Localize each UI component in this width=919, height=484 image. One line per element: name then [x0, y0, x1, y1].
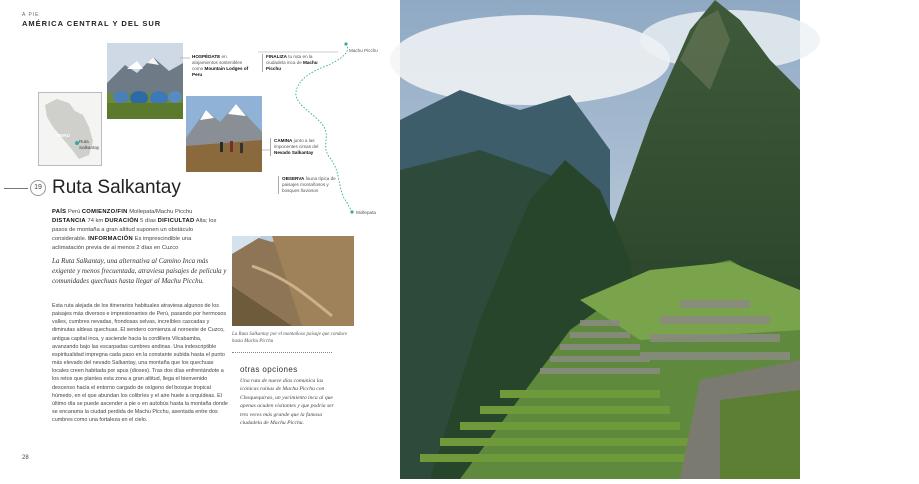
machu-picchu-photo: [400, 0, 800, 479]
callout-camina: CAMINA junto a las imponentes cimas del Nevado Salkantay: [270, 138, 328, 156]
photo-caption: La Ruta Salkantay por el montañoso paisaje que conduce hasta Machu Picchu: [232, 332, 348, 344]
left-page: [0, 0, 400, 479]
body-paragraph: Esta ruta alejada de los itinerarios habituales atraviesa algunos de los paisajes más diversos e impresionantes de Perú, pasando por hermosos valles, cumbres nevadas, frondosas selvas, increíbles cascadas y diminutas aldeas quechuas. El sendero comienza al noroeste de Cuzco, antigua capital inca, y asciende hacia la cordillera Vilcabamba, avanzando bajo las escarpadas cumbres andinas. Una indescriptible espiritualidad impregna cada paso en la constante subida hasta el punto más elevado del nevado Salkantay, una montaña que los quechuas locales creen habitada por apus (dioses). Tras dos días enfrentándote a los retos que plantea esta zona a gran altitud, llega el bienvenido descenso hacia el entorno cargado de oxígeno del bosque tropical húmedo, en el que abundan los colibríes y el aire huele a orquídeas. El último día se puede ascender a pie o en autobús hasta la montaña donde se encarama la ciudad perdida de Machu Picchu, asentada entre dos cumbres como una fortaleza en el cielo.: [52, 303, 228, 424]
otras-text: Una ruta de nueve días comunica las icónicas ruinas de Machu Picchu con Choquequirao, un yacimiento inca al que apenas acuden visitantes y que podría ser tres veces más grande que la famosa ciudadela de Machu Picchu.: [240, 378, 334, 427]
otras-heading: otras opciones: [240, 365, 298, 374]
map-place-label: Ruta Salkantay: [79, 139, 100, 150]
title-rule: [4, 188, 28, 189]
region-heading: AMÉRICA CENTRAL Y DEL SUR: [22, 19, 162, 28]
route-start-label: Mollepata: [356, 210, 376, 215]
section-kicker: A PIE: [22, 12, 40, 18]
entry-number: 19: [30, 180, 46, 196]
route-end-label: Machu Picchu: [349, 48, 378, 53]
trail-facts: PAÍS Perú COMIENZO/FIN Mollepata/Machu Picchu DISTANCIA 74 km DURACIÓN 5 días DIFICULTAD Alta; los pasos de montaña a gran altitud suponen un obstáculo considerable. INFORMACIÓN Es imprescindible una aclimatación previa de al menos 2 días en Cuzco: [52, 209, 217, 251]
callout-observa: OBSERVA fauna típica de paisajes montañosos y bosques lluviosos: [278, 176, 338, 194]
photo-caption-right: Ruinas de Machu Picchu (siglo XV), la ciudadela inca mejor conservada del país: [847, 37, 918, 55]
callout-hospedate: HOSPÉDATE en alojamientos sostenibles como Mountain Lodges of Peru: [192, 54, 249, 77]
entry-title: Ruta Salkantay: [52, 177, 181, 198]
trail-photo: [232, 236, 354, 326]
right-page-photo: [400, 0, 918, 479]
map-country-label: PERÚ: [57, 133, 70, 138]
page-number: 28: [22, 455, 29, 461]
callout-finaliza: FINALIZA tu ruta en la ciudadela inca de Machu Picchu: [262, 54, 318, 72]
otras-divider: [232, 352, 332, 353]
lead-paragraph: La Ruta Salkantay, una alternativa al Camino Inca más exigente y menos frecuentada, atraviesa paisajes de película y comunidades quechuas hasta llegar al Machu Picchu.: [52, 257, 227, 285]
